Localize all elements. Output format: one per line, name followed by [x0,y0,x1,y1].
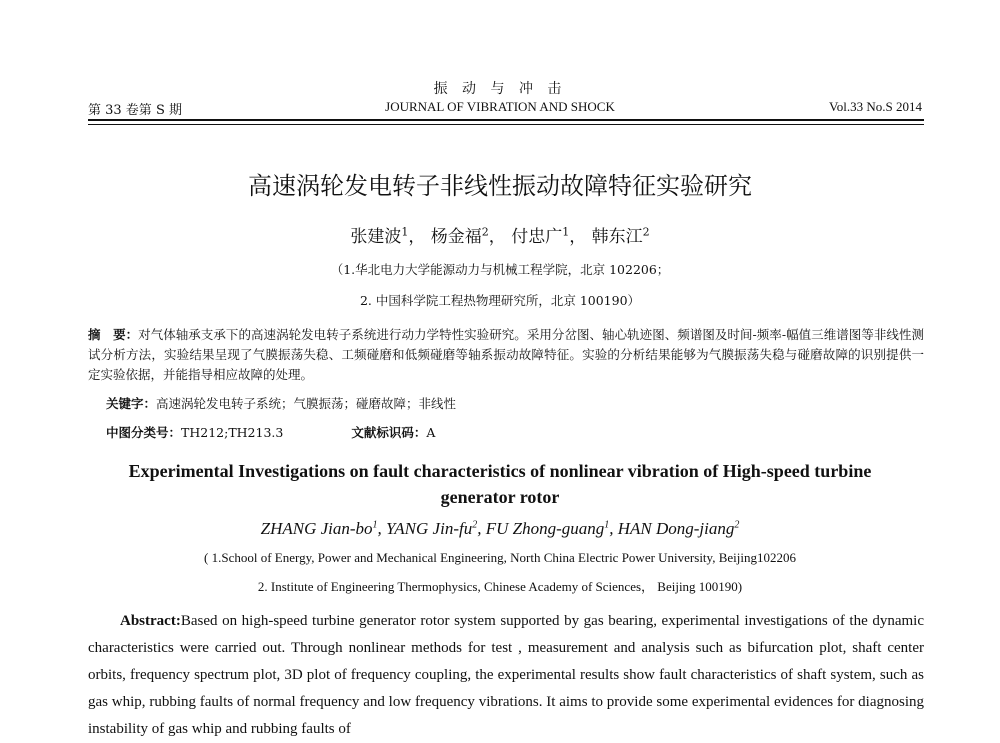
affiliation-cn-1: （1.华北电力大学能源动力与机械工程学院，北京 102206； [330,262,670,277]
author-name: FU Zhong-guang [485,519,605,538]
classification-line [106,423,435,441]
author-affil-sup: 1 [401,225,409,239]
affiliation-cn-2: 2. 中国科学院工程热物理研究所，北京 100190） [359,293,641,308]
affiliation-en-1: ( 1.School of Energy, Power and Mechanical Engineering, North China Electric Power University, Beijing102206 [204,550,796,565]
author-affil-sup: 2 [472,519,478,531]
affiliation-en-2: 2. Institute of Engineering Thermophysics, Chinese Academy of Sciences， Beijing 100190) [257,579,743,594]
keywords-label: 关键字： [106,396,157,411]
author-affil-sup: 2 [481,225,489,239]
author-list-cn: 张建波$^1$， 杨金福$^2$， 付忠广$^1$， 韩东江$^2$ [350,225,650,247]
doc-code-label: 文献标识码： [351,425,427,440]
author-list-en: ZHANG Jian-$bo^1$, YANG Jin-$fu^2$, FU Zhong-guang$^1$, HAN Dong-jiang$^2$ [260,519,740,538]
keywords-text: 高速涡轮发电转子系统；气膜振荡；碰磨故障；非线性 [156,396,457,411]
author-name: ZHANG Jian-bo [260,519,373,538]
author-affil-sup: 2 [734,519,740,531]
issue-label-cn: 第 33 卷第 S 期 [88,103,182,118]
keywords-cn [106,394,456,412]
clc-value: TH212;TH213.3 [181,425,284,440]
author-name: 韩东江 [591,227,643,247]
author-name: HAN Dong-jiang [617,519,735,538]
author-name: 杨金福 [430,227,482,247]
header-rule-thin [88,124,924,125]
journal-name-en: JOURNAL OF VIBRATION AND SHOCK [385,99,615,114]
abstract-cn-text: 对气体轴承支承下的高速涡轮发电转子系统进行动力学特性实验研究。采用分岔图、轴心轨迹图、频谱图及时间-频率-幅值三维谱图等非线性测试分析方法，实验结果呈现了气膜振荡失稳、工频碰磨和低频碰磨等轴系振动故障特征。实验的分析结果能够为气膜振荡失稳与碰磨故障的识别提供一定实验依据，并能指导相应故障的处理。 [88,327,924,382]
author-affil-sup: 2 [642,225,650,239]
abstract-cn [88,325,924,385]
author-affil-sup: 1 [372,519,378,531]
paper-title-cn: 高速涡轮发电转子非线性振动故障特征实验研究 [248,172,752,200]
abstract-en-text: Based on high-speed turbine generator rotor system supported by gas bearing, experimental investigations of the dynamic characteristics were carried out. Through nonlinear methods for test , measurement and analysis such as bifurcation plot, shaft center orbits, frequency spectrum plot, 3D plot of frequency coupling, the experimental results show fault characteristics of shaft system, such as gas whip, rubbing faults of normal frequency and low frequency vibrations. It aims to provide some experimental evidences for diagnosing instability of gas whip and rubbing faults of [88,613,924,737]
doc-code-value: A [426,425,436,440]
header-rule-thick [88,119,924,121]
journal-name-cn: 振 动 与 冲 击 [433,81,567,97]
author-affil-sup: 1 [604,519,610,531]
author-affil-sup: 1 [562,225,570,239]
clc-label: 中图分类号： [106,425,182,440]
author-name: 张建波 [350,227,402,247]
author-name: YANG Jin-fu [386,519,473,538]
abstract-cn-label: 摘 要： [88,327,139,342]
volume-label: Vol.33 No.S 2014 [829,99,922,114]
author-name: 付忠广 [511,227,563,247]
abstract-en [88,608,924,743]
paper-title-en: Experimental Investigations on fault characteristics of nonlinear vibration of High-speed turbine generator rotor [128,461,872,507]
abstract-en-label: Abstract: [120,613,181,629]
